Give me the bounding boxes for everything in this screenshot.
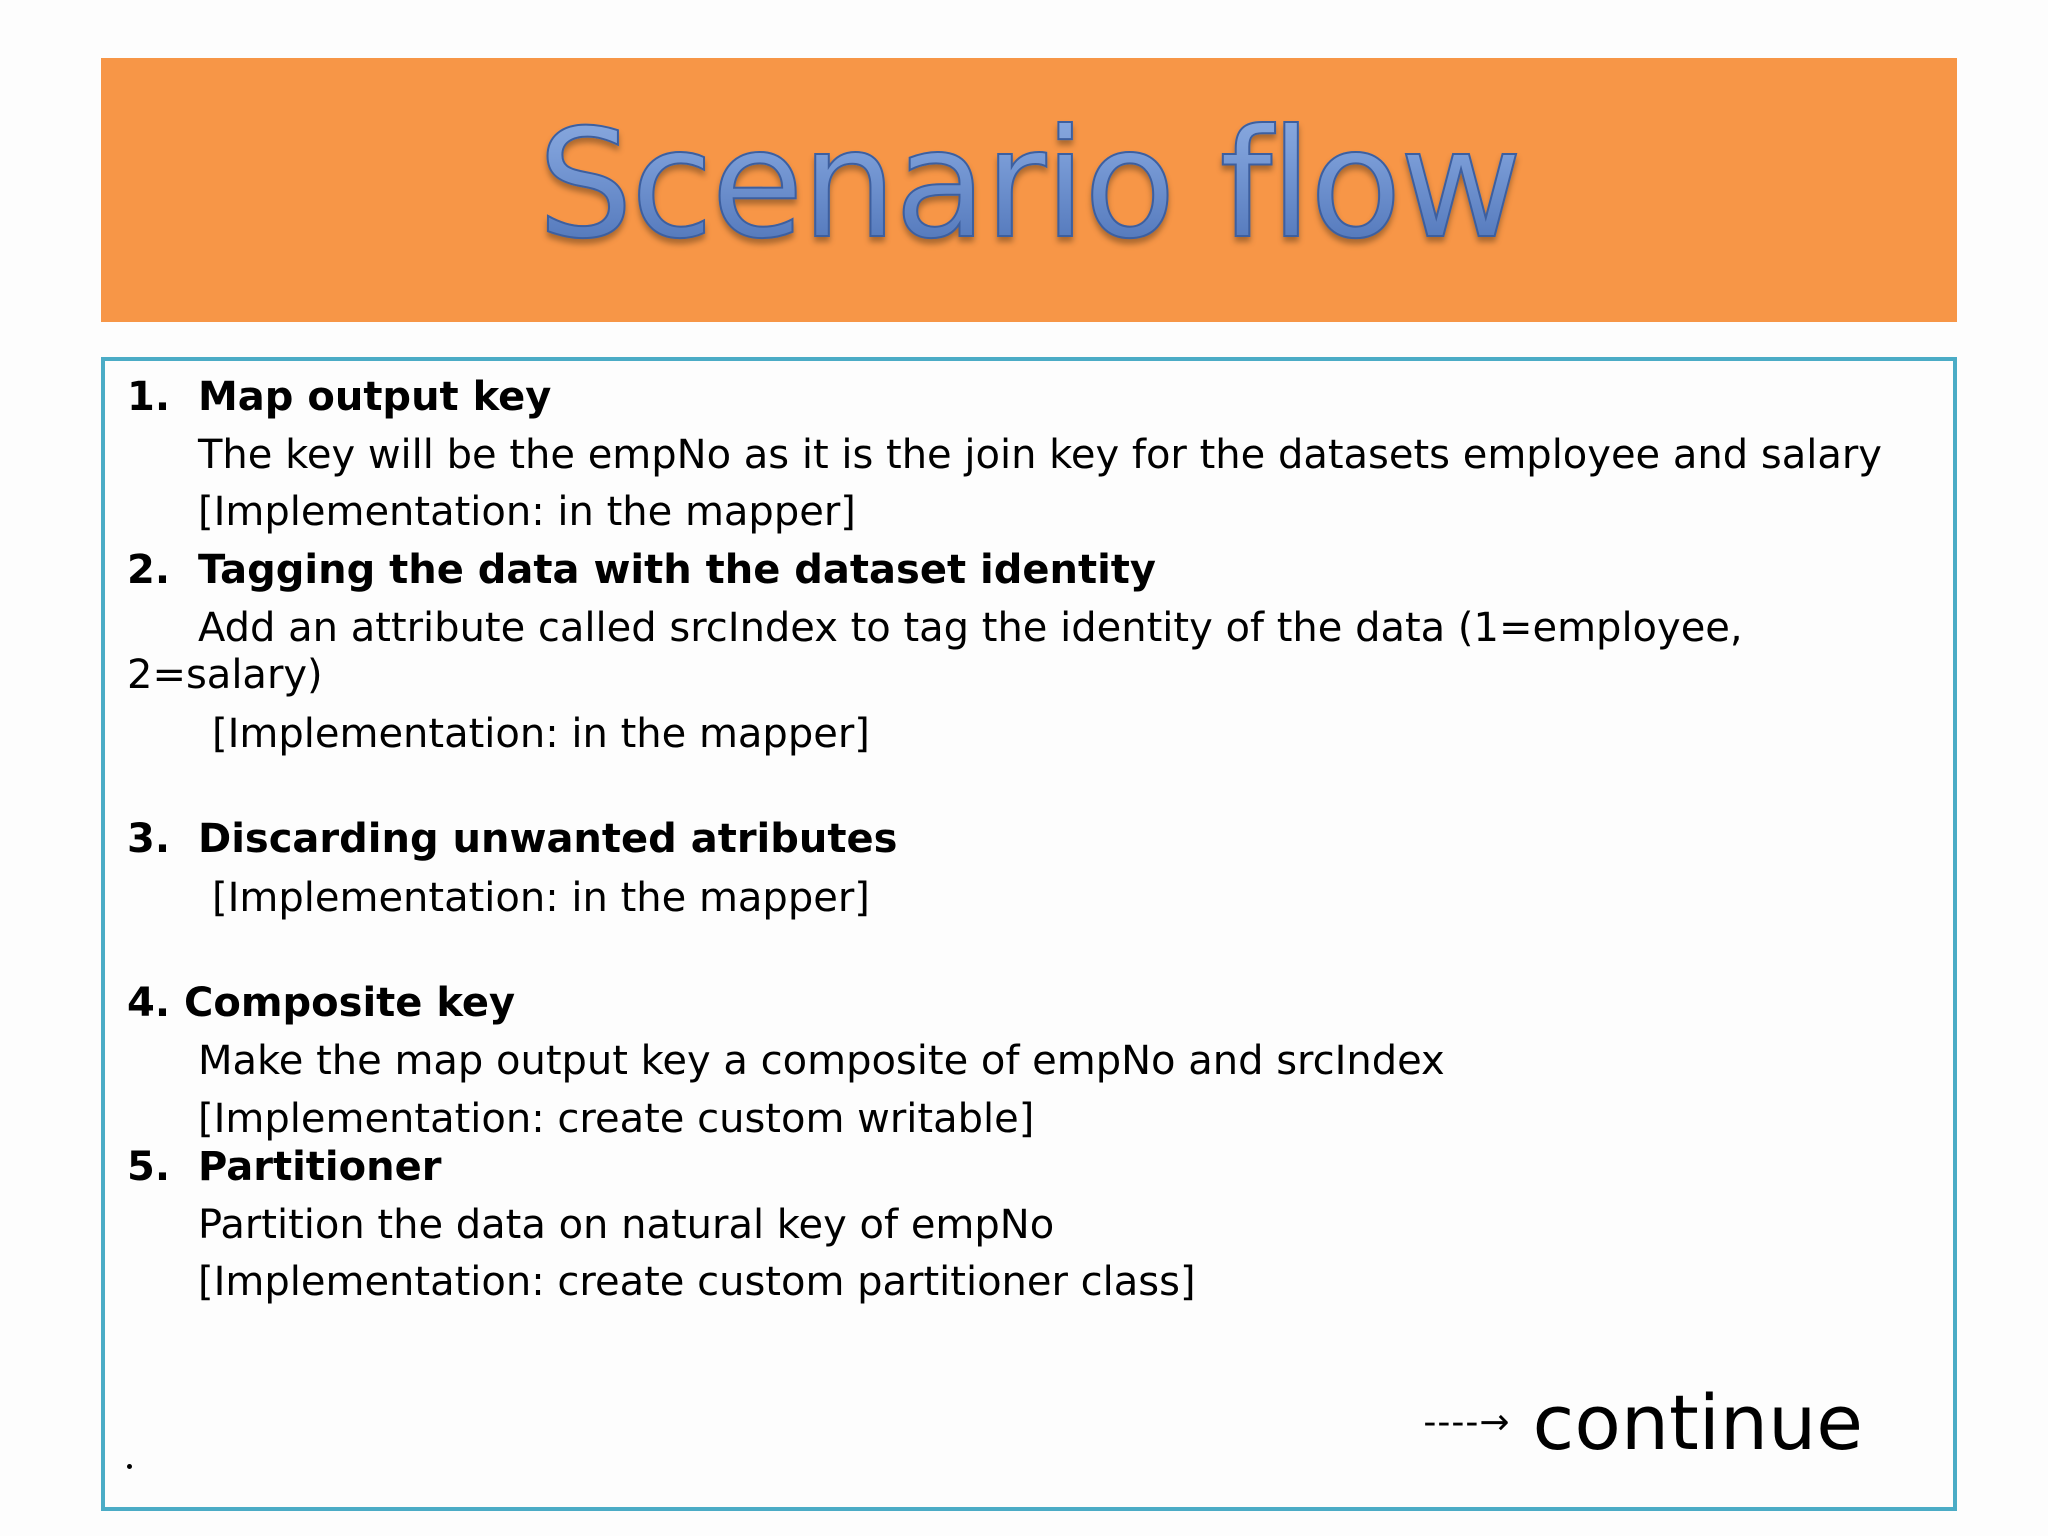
item-4-heading: Composite key — [184, 980, 516, 1026]
item-2-line-1: Add an attribute called srcIndex to tag the identity of the data (1=employee, — [198, 605, 1743, 651]
item-3-heading: Discarding unwanted atributes — [198, 816, 898, 862]
item-2-line-2: 2=salary) — [127, 652, 323, 698]
item-4-line-1: Make the map output key a composite of empNo and srcIndex — [198, 1038, 1445, 1084]
item-4-line-2: [Implementation: create custom writable] — [198, 1096, 1035, 1142]
item-2-line-3: [Implementation: in the mapper] — [212, 711, 870, 757]
item-1-number: 1. — [127, 374, 171, 420]
item-2-number: 2. — [127, 547, 171, 593]
item-5-number: 5. — [127, 1144, 171, 1190]
item-3-number: 3. — [127, 816, 171, 862]
item-1-heading: Map output key — [198, 374, 552, 420]
item-3-line-1: [Implementation: in the mapper] — [212, 875, 870, 921]
item-1-line-2: [Implementation: in the mapper] — [198, 489, 856, 535]
item-1-line-1: The key will be the empNo as it is the join key for the datasets employee and salary — [198, 432, 1882, 478]
dashed-arrow-icon: ----→ — [1423, 1402, 1511, 1443]
slide-title: Scenario flow — [101, 58, 1957, 322]
continue-label: continue — [1532, 1378, 1863, 1467]
title-bar — [101, 58, 1957, 322]
stray-dot — [127, 1464, 132, 1469]
item-4-number: 4. — [127, 980, 171, 1026]
continue-indicator[interactable] — [1423, 1378, 1863, 1467]
item-2-heading: Tagging the data with the dataset identity — [198, 547, 1156, 593]
item-5-line-1: Partition the data on natural key of empNo — [198, 1202, 1055, 1248]
content-box — [101, 357, 1957, 1511]
item-5-line-2: [Implementation: create custom partitioner class] — [198, 1259, 1196, 1305]
item-5-heading: Partitioner — [198, 1144, 442, 1190]
